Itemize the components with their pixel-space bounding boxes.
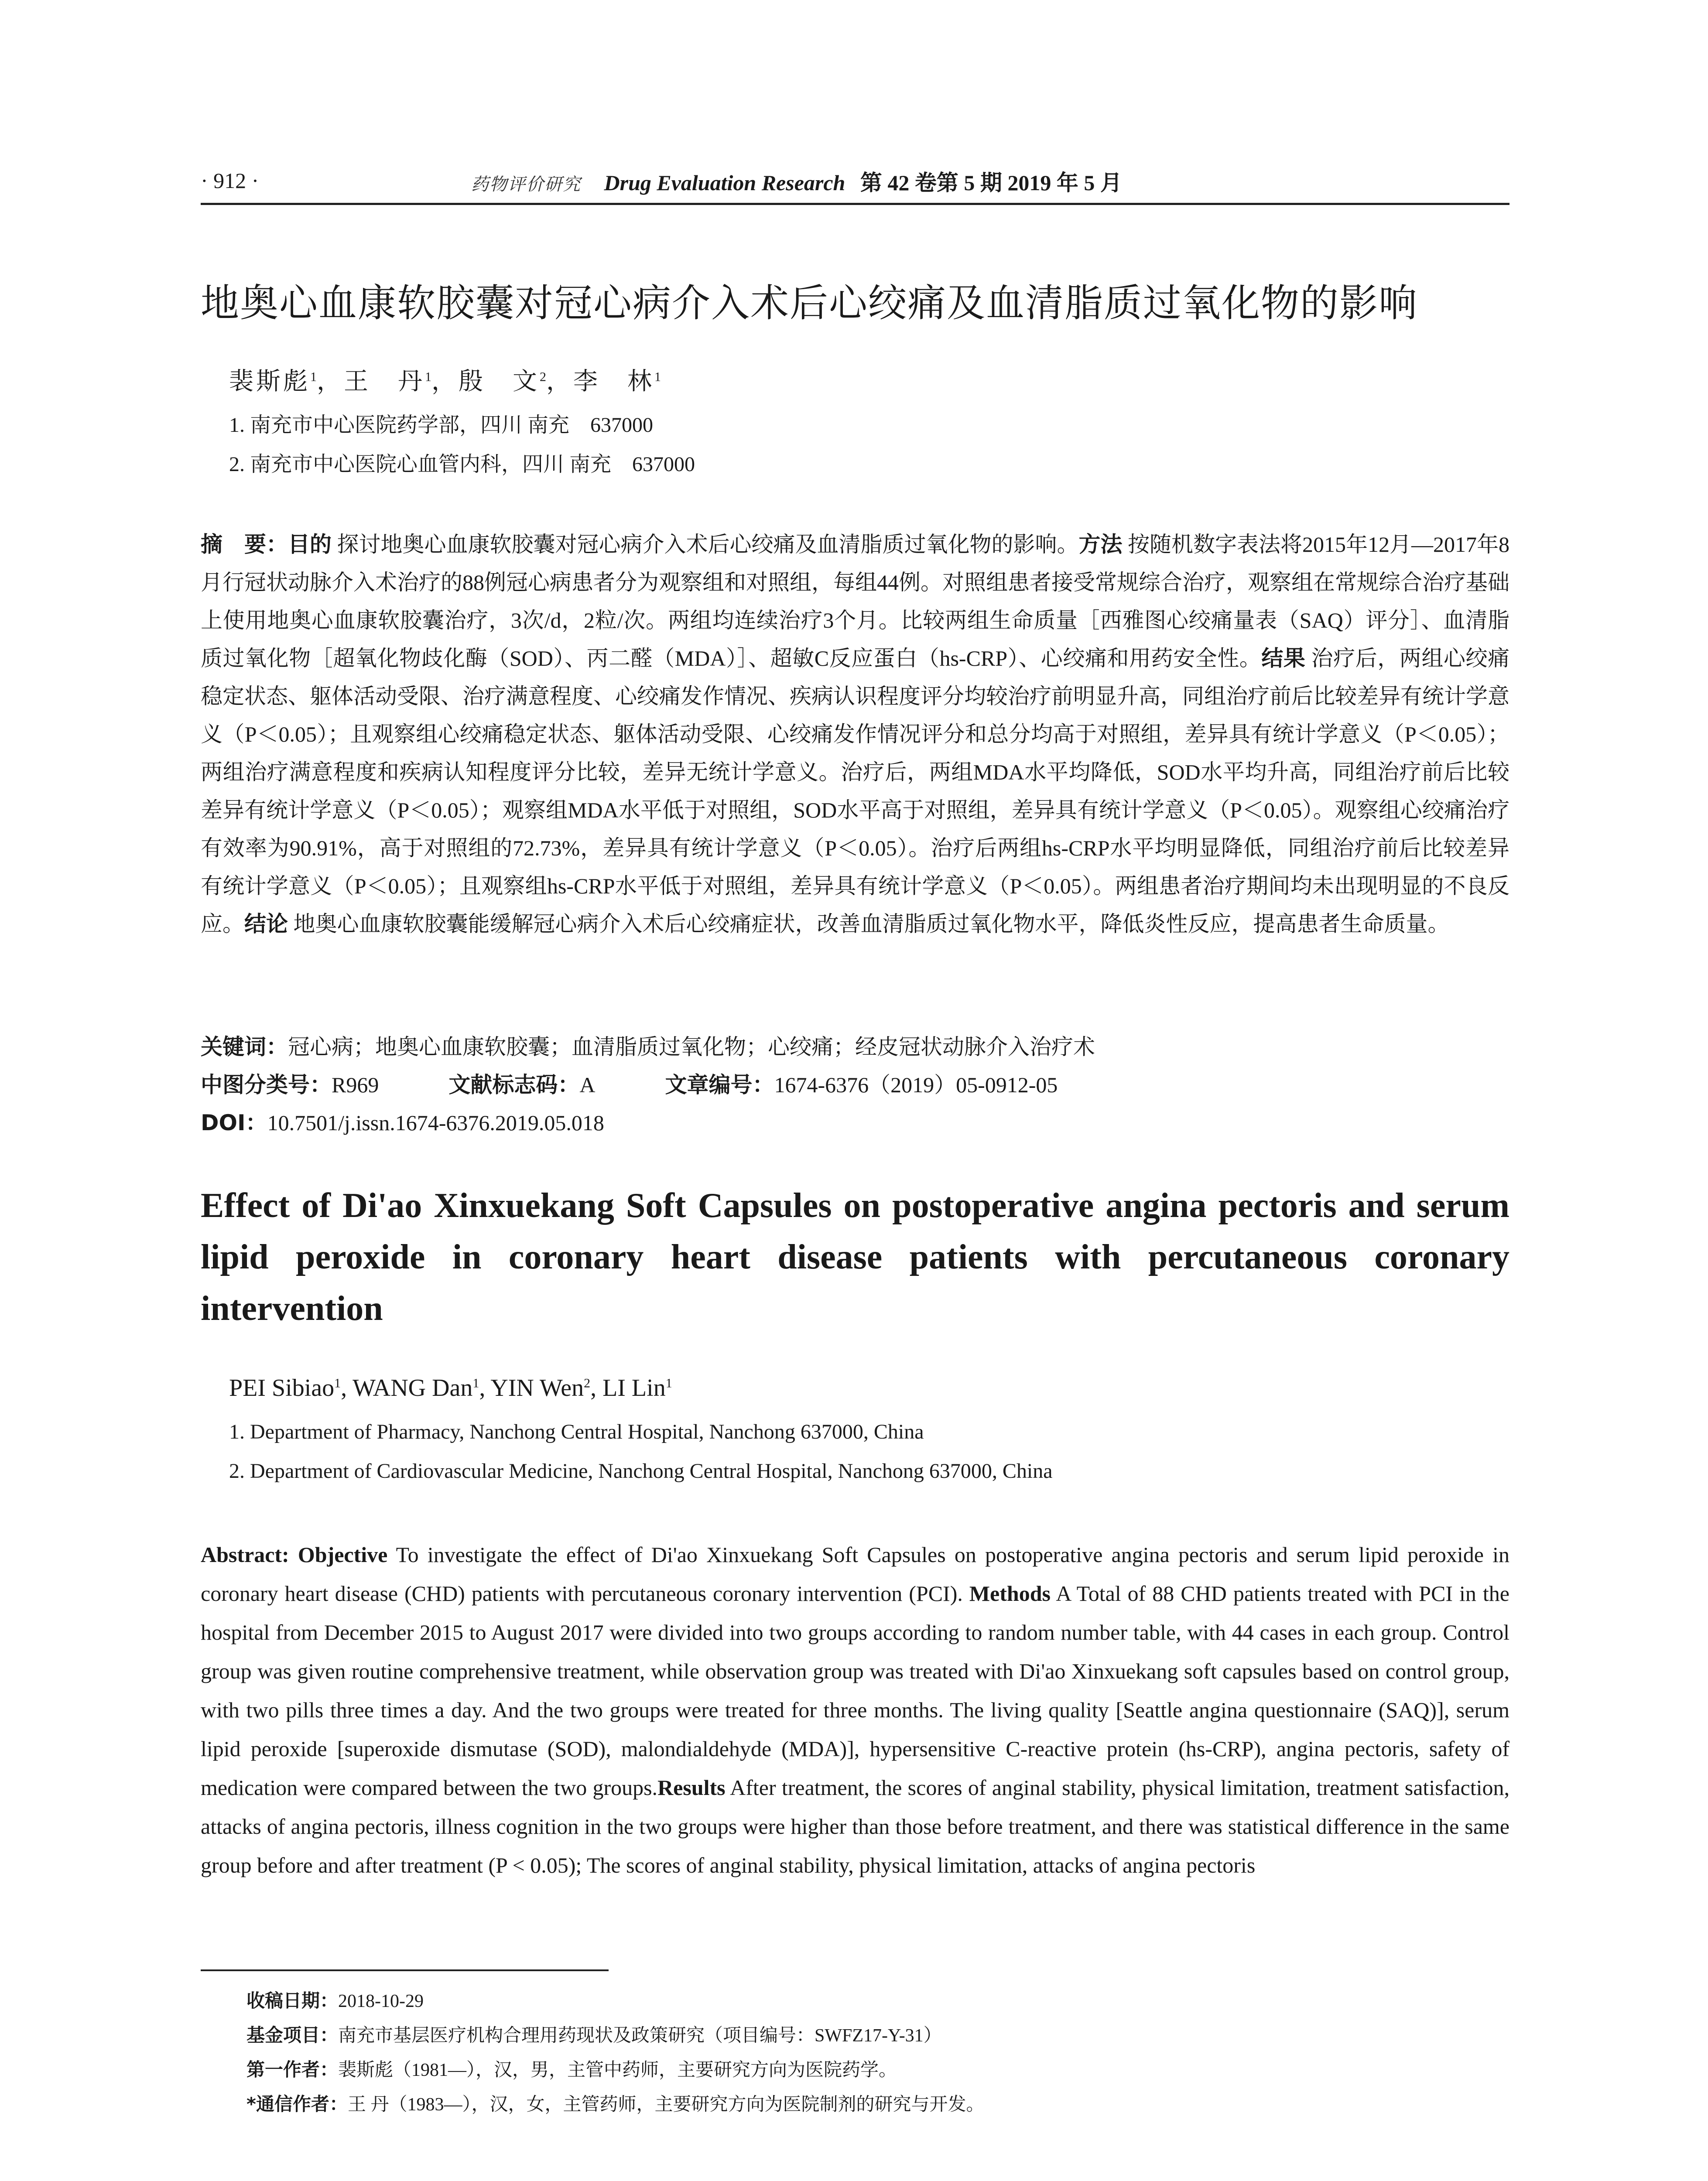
methods-text-en: A Total of 88 CHD patients treated with PCI in the hospital from December 2015 to August 2017 were divided into two groups according to random number table, with 44 cases in each group. Control group was given routine comprehensive treatment, while observation group was treated with Di'ao Xinxuekang soft capsules based on control group, with two pills three times a day. And the two groups were treated for three months. The living quality [Seattle angina questionnaire (SAQ)], serum lipid peroxide [superoxide dismutase (SOD), malondialdehyde (MDA)], hypersensitive C-reactive protein (hs-CRP), angina pectoris, safety of medication were compared between the two groups.	[201, 1581, 1509, 1800]
footnote-label: *通信作者：	[246, 2093, 348, 2115]
doi-value: 10.7501/j.issn.1674-6376.2019.05.018	[267, 1111, 604, 1135]
abstract-en-label: Abstract:	[201, 1542, 289, 1567]
page-number: · 912 ·	[201, 168, 259, 193]
author-affiliation-mark: 1	[334, 1376, 341, 1391]
clc-value: R969	[332, 1073, 379, 1097]
author-affiliation-mark: 2	[584, 1376, 591, 1391]
author-name: 裴斯彪	[229, 368, 310, 395]
footnote-first-author	[246, 2053, 984, 2087]
author-name: WANG Dan	[353, 1374, 473, 1402]
footnotes	[246, 1984, 984, 2122]
doi-label: DOI：	[201, 1110, 267, 1135]
journal-logo-cn: 药物评价研究	[471, 174, 581, 194]
clc-label: 中图分类号：	[201, 1072, 332, 1097]
footnote-label: 收稿日期：	[246, 1990, 339, 2011]
conclusion-label-cn: 结论	[244, 911, 288, 937]
affiliation-cn-2: 2. 南充市中心医院心血管内科，四川 南充 637000	[229, 453, 695, 476]
abstract-cn	[201, 526, 1509, 943]
author-affiliation-mark: 2	[540, 369, 546, 384]
methods-label-cn: 方法	[1078, 532, 1123, 557]
author-name: 王 丹	[344, 368, 425, 395]
results-label-en: Results	[657, 1775, 726, 1800]
journal-name-en: Drug Evaluation Research	[604, 171, 845, 195]
doc-code-label: 文献标志码：	[448, 1072, 580, 1097]
keywords-cn	[201, 1029, 1095, 1061]
footnote-corresponding-author	[246, 2087, 984, 2122]
conclusion-text-cn: 地奥心血康软胶囊能缓解冠心病介入术后心绞痛症状，改善血清脂质过氧化物水平，降低炎性反应，提高患者生命质量。	[293, 912, 1450, 936]
affiliation-cn-1: 1. 南充市中心医院药学部，四川 南充 637000	[229, 414, 654, 437]
journal-issue: 第 42 卷第 5 期 2019 年 5 月	[860, 171, 1122, 195]
journal-line	[471, 165, 1122, 197]
classification-line	[201, 1067, 1058, 1099]
authors-cn: 裴斯彪$^1$，王 丹$^1$，殷 文$^2$，李 林$^1$	[229, 368, 661, 395]
footnote-funding	[246, 2018, 984, 2053]
objective-label-cn: 目的	[288, 532, 332, 557]
doc-code-value: A	[579, 1073, 596, 1097]
article-title-cn: 地奥心血康软胶囊对冠心病介入术后心绞痛及血清脂质过氧化物的影响	[201, 280, 1418, 325]
results-text-en: After treatment, the scores of anginal stability, physical limitation, treatment satisfaction, attacks of angina pectoris, illness cognition in the two groups were higher than those before treatment, and there was statistical difference in the same group before and after treatment (P < 0.05); The scores of anginal stability, physical limitation, attacks of angina pectoris	[201, 1775, 1509, 1877]
footnote-text: 王 丹（1983—），汉，女，主管药师，主要研究方向为医院制剂的研究与开发。	[347, 2095, 985, 2115]
doi-line	[201, 1105, 604, 1137]
results-text-cn: 治疗后，两组心绞痛稳定状态、躯体活动受限、治疗满意程度、心绞痛发作情况、疾病认识程度评分均较治疗前明显升高，同组治疗前后比较差异有统计学意义（P＜0.05）；且观察组心绞痛稳定状态、躯体活动受限、心绞痛发作情况评分和总分均高于对照组，差异具有统计学意义（P＜0.05）；两组治疗满意程度和疾病认知程度评分比较，差异无统计学意义。治疗后，两组MDA水平均降低，SOD水平均升高，同组治疗前后比较差异有统计学意义（P＜0.05）；观察组MDA水平低于对照组，SOD水平高于对照组，差异具有统计学意义（P＜0.05）。观察组心绞痛治疗有效率为90.91%，高于对照组的72.73%，差异具有统计学意义（P＜0.05）。治疗后两组hs-CRP水平均明显降低，同组治疗前后比较差异有统计学意义（P＜0.05）；且观察组hs-CRP水平低于对照组，差异具有统计学意义（P＜0.05）。两组患者治疗期间均未出现明显的不良反应。	[201, 646, 1510, 936]
results-label-cn: 结果	[1261, 646, 1306, 671]
footnote-text: 2018-10-29	[338, 1991, 424, 2011]
author-affiliation-mark: 1	[654, 369, 661, 384]
footnote-text: 南充市基层医疗机构合理用药现状及政策研究（项目编号：SWFZ17-Y-31）	[338, 2026, 942, 2046]
author-name: LI Lin	[602, 1374, 666, 1402]
abstract-cn-label: 摘 要：	[201, 532, 288, 557]
footnote-received	[246, 1984, 984, 2018]
objective-text-en: To investigate the effect of Di'ao Xinxuekang Soft Capsules on postoperative angina pectoris and serum lipid peroxide in coronary heart disease (CHD) patients with percutaneous coronary intervention (PCI).	[201, 1542, 1509, 1606]
keywords-label: 关键词：	[201, 1034, 288, 1060]
article-no-value: 1674-6376（2019）05-0912-05	[774, 1073, 1058, 1097]
abstract-en	[201, 1535, 1509, 1885]
author-affiliation-mark: 1	[310, 369, 317, 384]
keywords-value: 冠心病；地奥心血康软胶囊；血清脂质过氧化物；心绞痛；经皮冠状动脉介入治疗术	[288, 1035, 1095, 1059]
methods-text-cn: 按随机数字表法将2015年12月—2017年8月行冠状动脉介入术治疗的88例冠心病患者分为观察组和对照组，每组44例。对照组患者接受常规综合治疗，观察组在常规综合治疗基础上使用地奥心血康软胶囊治疗，3次/d，2粒/次。两组均连续治疗3个月。比较两组生命质量［西雅图心绞痛量表（SAQ）评分］、血清脂质过氧化物［超氧化物歧化酶（SOD）、丙二醛（MDA）］、超敏C反应蛋白（hs-CRP）、心绞痛和用药安全性。	[201, 532, 1509, 670]
footnote-text: 裴斯彪（1981—），汉，男，主管中药师，主要研究方向为医院药学。	[338, 2060, 897, 2080]
article-title-en: Effect of Di'ao Xinxuekang Soft Capsules on postoperative angina pectoris and serum lipid peroxide in coronary heart disease patients with percutaneous coronary intervention	[201, 1186, 1509, 1328]
footnote-label: 基金项目：	[246, 2024, 339, 2046]
author-name: 殷 文	[459, 368, 540, 395]
author-name: 李 林	[573, 368, 654, 395]
affiliation-en-2: 2. Department of Cardiovascular Medicine, Nanchong Central Hospital, Nanchong 637000, China	[229, 1460, 1053, 1483]
author-affiliation-mark: 1	[665, 1376, 672, 1391]
affiliation-en-1: 1. Department of Pharmacy, Nanchong Central Hospital, Nanchong 637000, China	[229, 1420, 924, 1443]
running-header	[201, 168, 1509, 205]
objective-label-en: Objective	[298, 1542, 388, 1567]
author-affiliation-mark: 1	[472, 1376, 479, 1391]
author-affiliation-mark: 1	[425, 369, 431, 384]
footnote-label: 第一作者：	[246, 2059, 339, 2080]
author-name: PEI Sibiao	[229, 1374, 335, 1402]
footnote-divider	[201, 1969, 609, 1971]
article-no-label: 文章编号：	[665, 1072, 774, 1097]
methods-label-en: Methods	[969, 1581, 1051, 1606]
objective-text-cn: 探讨地奥心血康软胶囊对冠心病介入术后心绞痛及血清脂质过氧化物的影响。	[337, 532, 1079, 557]
authors-en: PEI Sibiao$^1$, WANG Dan$^1$, YIN Wen$^2$, LI Lin$^1$	[229, 1374, 672, 1402]
author-name: YIN Wen	[490, 1374, 584, 1402]
